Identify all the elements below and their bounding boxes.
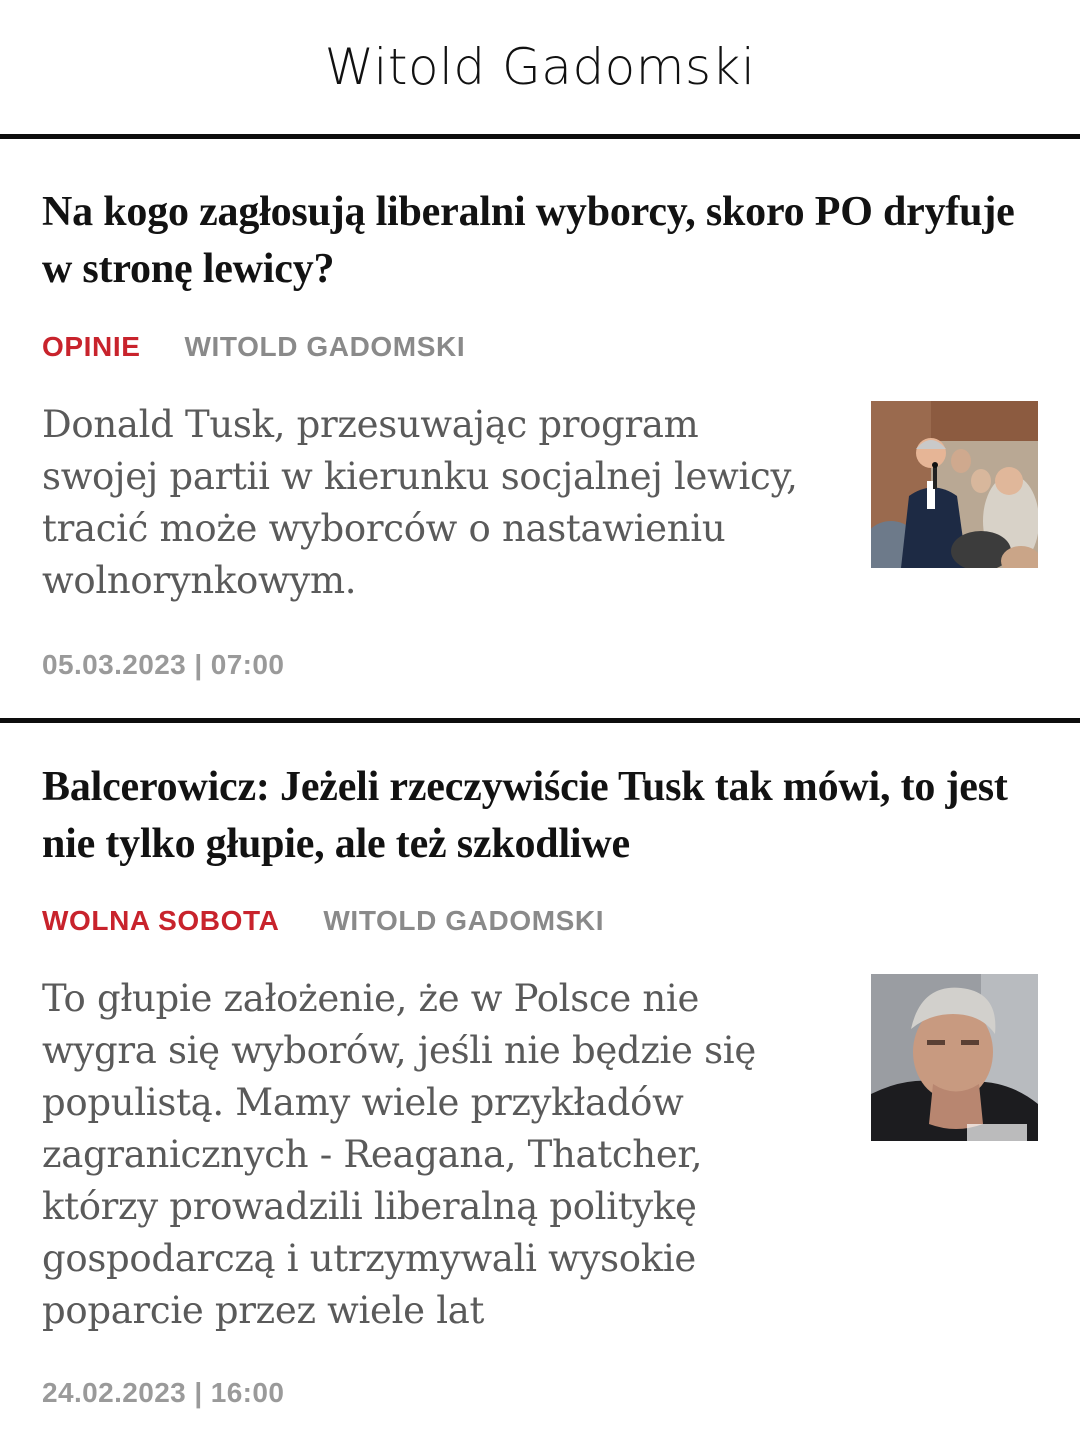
author-page-title: Witold Gadomski bbox=[324, 37, 756, 96]
article-headline[interactable]: Balcerowicz: Jeżeli rzeczywiście Tusk tak mówi, to jest nie tylko głupie, ale też szkodliwe bbox=[42, 764, 1008, 867]
article-card[interactable] bbox=[0, 139, 1080, 719]
article-thumbnail[interactable] bbox=[871, 401, 1038, 568]
author-link[interactable]: WITOLD GADOMSKI bbox=[184, 331, 466, 362]
page-header bbox=[0, 0, 1080, 135]
article-lead: To głupie założenie, że w Polsce nie wygra się wyborów, jeśli nie będzie się populistą. Mamy wiele przykładów zagranicznych - Reagana, Thatcher, którzy prowadzili liberalną politykę gospodarczą i utrzymywali wysokie poparcie przez wiele lat bbox=[42, 977, 756, 1332]
section-link[interactable]: OPINIE bbox=[42, 331, 141, 362]
article-thumbnail[interactable] bbox=[871, 974, 1038, 1141]
article-meta bbox=[42, 331, 465, 363]
article-meta bbox=[42, 905, 604, 937]
article-date: 24.02.2023 | 16:00 bbox=[42, 1377, 285, 1408]
article-date: 05.03.2023 | 07:00 bbox=[42, 649, 285, 680]
author-link[interactable]: WITOLD GADOMSKI bbox=[323, 905, 605, 936]
article-card[interactable] bbox=[0, 723, 1080, 1447]
section-link[interactable]: WOLNA SOBOTA bbox=[42, 905, 280, 936]
article-headline[interactable]: Na kogo zagłosują liberalni wyborcy, skoro PO dryfuje w stronę lewicy? bbox=[42, 189, 1015, 292]
article-lead: Donald Tusk, przesuwając program swojej partii w kierunku socjalnej lewicy, tracić może wyborców o nastawieniu wolnorynkowym. bbox=[42, 403, 798, 602]
